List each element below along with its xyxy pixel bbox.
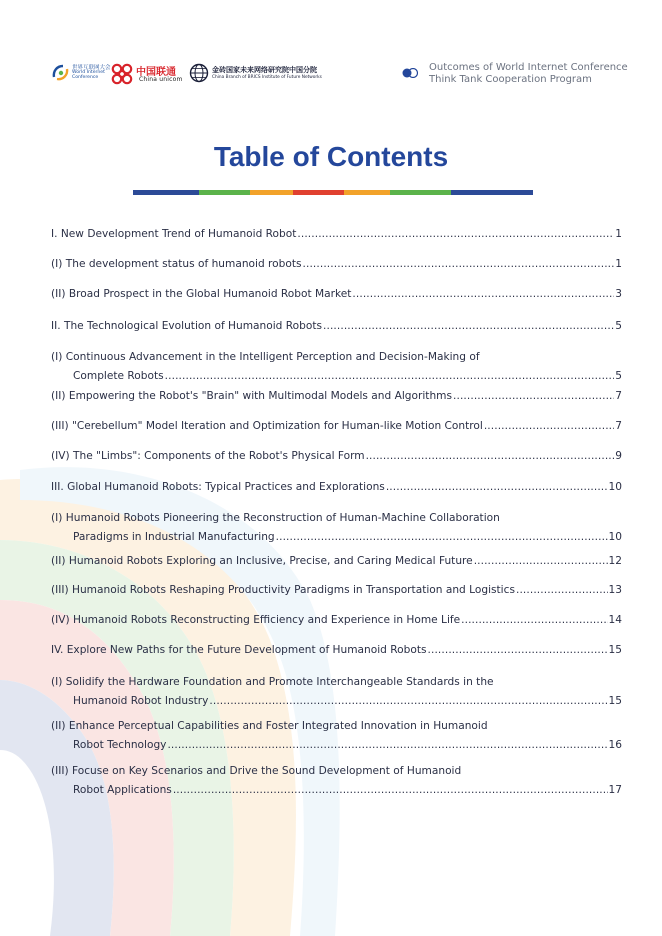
toc-entry-page: 1 [615,258,622,270]
toc-entry-page: 5 [615,370,622,382]
wic-logo [51,61,111,85]
unicom-logo-en: China unicom [139,76,183,83]
toc-leader-dots [303,258,615,270]
toc-entry-title: (II) Broad Prospect in the Global Humanoid Robot Market [51,288,352,300]
program-mark-icon [402,68,418,78]
toc-entry-title: (II) Empowering the Robot's "Brain" with Multimodal Models and Algorithms [51,390,453,402]
toc-entry-page: 15 [608,644,622,656]
brics-globe-icon [189,63,209,83]
toc-entry-page: 14 [608,614,622,626]
toc-entry[interactable] [51,390,622,404]
toc-entry-page: 7 [615,420,622,432]
toc-leader-dots [209,695,607,707]
title-rule-segment [390,190,451,195]
brics-logo-en: China Branch of BRICS Institute of Future Networks [212,75,322,80]
toc-entry-title-line1: (III) Focuse on Key Scenarios and Drive the Sound Development of Humanoid [51,765,462,777]
toc-entry-title-line1: (II) Enhance Perceptual Capabilities and Foster Integrated Innovation in Humanoid [51,720,488,732]
toc-entry[interactable] [51,555,622,569]
toc-entry-page: 7 [615,390,622,402]
toc-entry-title: (IV) Humanoid Robots Reconstructing Efficiency and Experience in Home Life [51,614,461,626]
toc-entry-page: 12 [608,555,622,567]
toc-entry-title-line1: (I) Humanoid Robots Pioneering the Reconstruction of Human-Machine Collaboration [51,512,500,524]
toc-entry-title: II. The Technological Evolution of Humanoid Robots [51,320,323,332]
toc-entry[interactable] [51,719,622,753]
toc-leader-dots [323,320,614,332]
title-rule-segment [344,190,390,195]
toc-entry[interactable] [51,481,622,495]
toc-entry[interactable] [51,450,622,464]
toc-entry[interactable] [51,675,622,709]
brics-logo-cn: 金砖国家未来网络研究院中国分院 [212,66,317,74]
wic-emblem-icon [51,63,71,83]
wic-logo-cn: 世界互联网大会 [72,65,111,71]
toc-entry[interactable] [51,420,622,434]
toc-entry-title-line1: (I) Solidify the Hardware Foundation and Promote Interchangeable Standards in the [51,676,494,688]
toc-entry-title: (IV) The "Limbs": Components of the Robot's Physical Form [51,450,365,462]
title-rule-segment [199,190,250,195]
toc-entry[interactable] [51,288,622,302]
toc-entry[interactable] [51,258,622,272]
wic-logo-en: World Internet Conference [72,70,105,80]
toc-entry-page: 3 [615,288,622,300]
toc-leader-dots [366,450,615,462]
title-rule-segment [293,190,344,195]
toc-entry-page: 9 [615,450,622,462]
title-rule-segment [250,190,293,195]
toc-entry-page: 13 [608,584,622,596]
toc-leader-dots [297,228,614,240]
toc-entry-title: (I) The development status of humanoid robots [51,258,302,270]
toc-leader-dots [461,614,607,626]
toc-leader-dots [352,288,614,300]
toc-entry-title-line1: (I) Continuous Advancement in the Intelligent Perception and Decision-Making of [51,351,480,363]
toc-entry-page: 16 [608,739,622,751]
toc-entry-title: Robot Applications [73,784,172,796]
toc-leader-dots [167,739,607,751]
toc-entry[interactable] [51,511,622,545]
toc-entry-title: I. New Development Trend of Humanoid Robot [51,228,297,240]
program-label-line2: Think Tank Cooperation Program [429,73,592,85]
toc-entry-title: (III) Humanoid Robots Reshaping Productivity Paradigms in Transportation and Logistics [51,584,515,596]
toc-entry-title: (II) Humanoid Robots Exploring an Inclusive, Precise, and Caring Medical Future [51,555,473,567]
title-rule-segment [451,190,533,195]
toc-entry-title: (III) "Cerebellum" Model Iteration and Optimization for Human-like Motion Control [51,420,483,432]
toc-leader-dots [428,644,608,656]
toc-leader-dots [276,531,608,543]
toc-entry-title: Robot Technology [73,739,167,751]
toc-entry-page: 17 [608,784,622,796]
toc-entry-title: Complete Robots [73,370,164,382]
toc-entry[interactable] [51,764,622,798]
toc-entry-title: IV. Explore New Paths for the Future Development of Humanoid Robots [51,644,427,656]
page-title: Table of Contents [213,141,449,172]
program-label-line1: Outcomes of World Internet Conference [429,62,628,73]
title-rule-segment [133,190,199,195]
toc-leader-dots [516,584,608,596]
toc-entry-page: 5 [615,320,622,332]
brics-logo [189,63,334,85]
toc-entry-page: 10 [608,481,622,493]
toc-leader-dots [386,481,608,493]
china-unicom-logo [109,62,184,86]
toc-leader-dots [453,390,614,402]
toc-entry[interactable] [51,228,622,242]
toc-entry-title: Paradigms in Industrial Manufacturing [73,531,275,543]
toc-entry[interactable] [51,320,622,334]
unicom-knot-icon [109,62,135,86]
toc-leader-dots [165,370,615,382]
toc-entry-page: 15 [608,695,622,707]
unicom-logo-cn: 中国联通 [136,67,176,78]
toc-entry[interactable] [51,350,622,384]
toc-leader-dots [474,555,608,567]
toc-entry-title: III. Global Humanoid Robots: Typical Practices and Explorations [51,481,385,493]
toc-leader-dots [173,784,608,796]
toc-entry[interactable] [51,584,622,598]
program-label [429,62,629,85]
toc-entry-page: 1 [615,228,622,240]
title-color-rule [133,190,533,195]
toc-entry[interactable] [51,614,622,628]
toc-entry-page: 10 [608,531,622,543]
toc-leader-dots [484,420,614,432]
toc-entry-title: Humanoid Robot Industry [73,695,209,707]
toc-entry[interactable] [51,644,622,658]
